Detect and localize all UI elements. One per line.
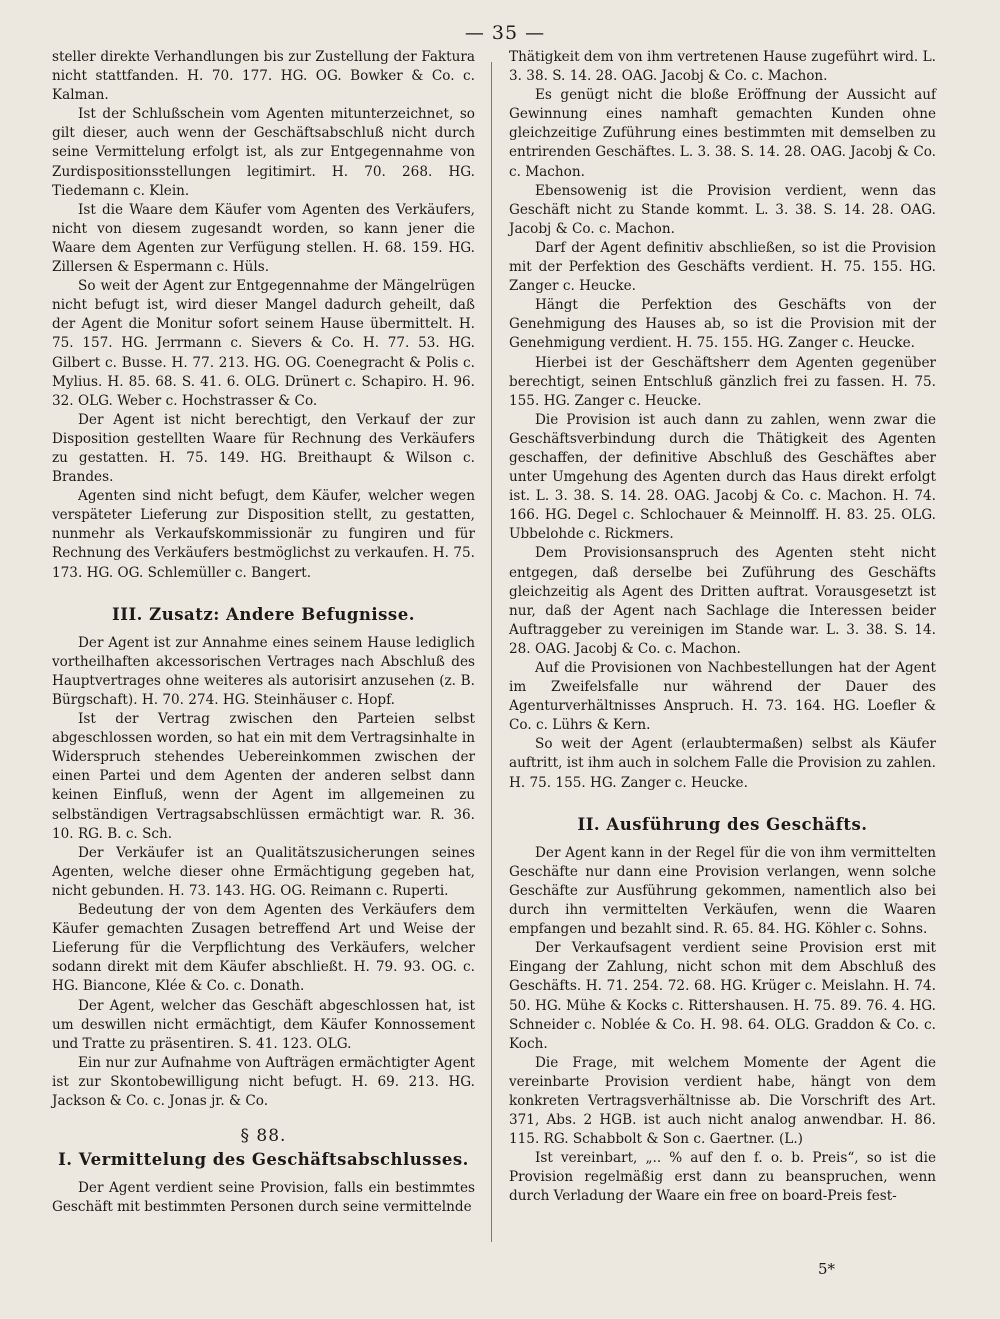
signature-mark: 5* xyxy=(818,1260,836,1278)
heading-iii: III. Zusatz: Andere Befugnisse. xyxy=(112,604,415,624)
paragraph: Der Verkäufer ist an Qualitätszusicherungen seines Agenten, welche dieser ohne Ermächtigung gegeben hat, nicht gebunden. H. 73. 143. HG. OG. Reimann c. Ruperti. xyxy=(52,844,475,899)
paragraph: Bedeutung der von dem Agenten des Verkäufers dem Käufer gemachten Zusagen betreffend Art und Weise der Lieferung für die Verpflichtung des Verkäufers, welcher sodann direkt mit dem Käufer abschließt. H. 79. 93. OG. c. HG. Biancone, Klée & Co. c. Donath. xyxy=(52,902,475,995)
heading-i: I. Vermittelung des Geschäftsabschlusses. xyxy=(58,1150,469,1170)
paragraph: Ist der Vertrag zwischen den Parteien selbst abgeschlossen worden, so hat ein mit dem Vertragsinhalte in Widerspruch stehendes Uebereinkommen zwischen der einen Partei und dem Agenten der anderen selbst dann keinen Einfluß, wenn der Agent im allgemeinen zu selbständigen Vertragsabschlüssen ermächtigt war. R. 36. 10. RG. B. c. Sch. xyxy=(52,711,475,842)
paragraph: Hierbei ist der Geschäftsherr dem Agenten gegenüber berechtigt, seinen Entschluß gänzlich frei zu fassen. H. 75. 155. HG. Zanger c. Heucke. xyxy=(509,354,936,409)
paragraph: Die Frage, mit welchem Momente der Agent die vereinbarte Provision verdient habe, hängt von dem konkreten Vertragsverhältnisse ab. Die Vorschrift des Art. 371, Abs. 2 HGB. ist auch nicht analog anwendbar. H. 86. 115. RG. Schabbolt & Son c. Gaertner. (L.) xyxy=(509,1054,936,1148)
paragraph: Thätigkeit dem von ihm vertretenen Hause zugeführt wird. L. 3. 38. S. 14. 28. OAG. Jacobj & Co. c. Machon. xyxy=(509,49,936,85)
heading-ii: II. Ausführung des Geschäfts. xyxy=(577,814,868,834)
paragraph: Ist vereinbart, „.. % auf den f. o. b. Preis“, so ist die Provision regelmäßig erst dann zu beanspruchen, wenn durch Verladung der Waare ein free on board-Preis fest- xyxy=(509,1150,936,1205)
paragraph: Der Agent verdient seine Provision, falls ein bestimmtes Geschäft mit bestimmten Personen durch seine vermittelnde xyxy=(52,1180,475,1216)
section-mark: § 88. xyxy=(240,1126,287,1147)
paragraph: Ist die Waare dem Käufer vom Agenten des Verkäufers, nicht von diesem zugesandt worden, so kann jener die Waare dem Agenten zur Verfügung stellen. H. 68. 159. HG. Zillersen & Espermann c. Hüls. xyxy=(52,201,475,276)
left-column xyxy=(52,48,475,1217)
paragraph: Darf der Agent definitiv abschließen, so ist die Provision mit der Perfektion des Geschäfts verdient. H. 75. 155. HG. Zanger c. Heucke. xyxy=(509,239,936,295)
right-column xyxy=(509,48,936,1207)
paragraph: steller direkte Verhandlungen bis zur Zustellung der Faktura nicht stattfanden. H. 70. 177. HG. OG. Bowker & Co. c. Kalman. xyxy=(52,49,475,104)
paragraph: Die Provision ist auch dann zu zahlen, wenn zwar die Geschäftsverbindung durch die Thätigkeit des Agenten geschaffen, der definitive Abschluß des Geschäftes aber unter Umgehung des Agenten durch das Haus direkt erfolgt ist. L. 3. 38. S. 14. 28. OAG. Jacobj & Co. c. Machon. H. 74. 166. HG. Degel c. Schlochauer & Meinnolff. H. 83. 25. OLG. Ubbelohde c. Rickmers. xyxy=(509,411,936,543)
paragraph: Ebensowenig ist die Provision verdient, wenn das Geschäft nicht zu Stande kommt. L. 3. 38. S. 14. 28. OAG. Jacobj & Co. c. Machon. xyxy=(509,182,936,237)
paragraph: Hängt die Perfektion des Geschäfts von der Genehmigung des Hauses ab, so ist die Provision mit der Genehmigung verdient. H. 75. 155. HG. Zanger c. Heucke. xyxy=(509,297,936,352)
paragraph: Ist der Schlußschein vom Agenten mitunterzeichnet, so gilt dieser, auch wenn der Geschäftsabschluß nicht durch seine Vermittelung erfolgt ist, als zur Entgegennahme von Zurdispositionsstellungen legitimirt. H. 70. 268. HG. Tiedemann c. Klein. xyxy=(52,106,475,199)
paragraph: Der Agent, welcher das Geschäft abgeschlossen hat, ist um deswillen nicht ermächtigt, dem Käufer Konnossement und Tratte zu präsentiren. S. 41. 123. OLG. xyxy=(52,997,475,1052)
paragraph: Agenten sind nicht befugt, dem Käufer, welcher wegen verspäteter Lieferung zur Disposition stellt, zu gestatten, nunmehr als Verkaufskommissionär zu fungiren und für Rechnung des Verkäufers bestmöglichst zu verkaufen. H. 75. 173. HG. OG. Schlemüller c. Bangert. xyxy=(52,488,475,581)
paragraph: Dem Provisionsanspruch des Agenten steht nicht entgegen, daß derselbe bei Zuführung des Geschäfts gleichzeitig als Agent des Dritten auftrat. Vorausgesetzt ist nur, daß der Agent nach Sachlage die Interessen beider Auftraggeber zu vereinigen im Stande war. L. 3. 38. S. 14. 28. OAG. Jacobj & Co. c. Machon. xyxy=(509,545,936,657)
paragraph: Auf die Provisionen von Nachbestellungen hat der Agent im Zweifelsfalle nur während der Dauer des Agenturverhältnisses Anspruch. H. 73. 164. HG. Loefler & Co. c. Lührs & Kern. xyxy=(509,660,936,734)
paragraph: Der Agent ist zur Annahme eines seinem Hause lediglich vortheilhaften akcessorischen Vertrages nach Abschluß des Hauptvertrages ohne weiteres als autorisirt anzusehen (z. B. Bürgschaft). H. 70. 274. HG. Steinhäuser c. Hopf. xyxy=(52,634,475,708)
paragraph: Der Agent ist nicht berechtigt, den Verkauf der zur Disposition gestellten Waare für Rechnung des Verkäufers zu gestatten. H. 75. 149. HG. Breithaupt & Wilson c. Brandes. xyxy=(52,411,475,486)
column-divider xyxy=(491,62,492,1242)
paragraph: Ein nur zur Aufnahme von Aufträgen ermächtigter Agent ist zur Skontobewilligung nicht befugt. H. 69. 213. HG. Jackson & Co. c. Jonas jr. & Co. xyxy=(52,1054,475,1109)
paragraph: So weit der Agent (erlaubtermaßen) selbst als Käufer auftritt, ist ihm auch in solchem Falle die Provision zu zahlen. H. 75. 155. HG. Zanger c. Heucke. xyxy=(509,736,936,791)
paragraph: Es genügt nicht die bloße Eröffnung der Aussicht auf Gewinnung eines namhaft gemachten Kunden ohne gleichzeitige Zuführung eines bestimmten mit demselben zu entrirenden Geschäftes. L. 3. 38. S. 14. 28. OAG. Jacobj & Co. c. Machon. xyxy=(509,87,936,180)
page-number: — 35 — xyxy=(464,22,546,44)
paragraph: Der Verkaufsagent verdient seine Provision erst mit Eingang der Zahlung, nicht schon mit dem Abschluß des Geschäfts. H. 71. 254. 72. 68. HG. Krüger c. Meislahn. H. 74. 50. HG. Mühe & Kocks c. Rittershausen. H. 75. 89. 76. 4. HG. Schneider c. Noblée & Co. H. 98. 64. OLG. Graddon & Co. c. Koch. xyxy=(509,940,936,1052)
paragraph: So weit der Agent zur Entgegennahme der Mängelrügen nicht befugt ist, wird dieser Mangel dadurch geheilt, daß der Agent die Monitur sofort seinem Hause übermittelt. H. 75. 157. HG. Jerrmann c. Sievers & Co. H. 77. 53. HG. Gilbert c. Busse. H. 77. 213. HG. OG. Coenegracht & Polis c. Mylius. H. 85. 68. S. 41. 6. OLG. Drünert c. Schapiro. H. 96. 32. OLG. Weber c. Hochstrasser & Co. xyxy=(52,278,475,409)
paragraph: Der Agent kann in der Regel für die von ihm vermittelten Geschäfte nur dann eine Provision verlangen, wenn solche Geschäfte zur Ausführung gekommen, namentlich also bei durch ihn vermittelten Verkäufen, wenn die Waaren empfangen und bezahlt sind. R. 65. 84. HG. Köhler c. Sohns. xyxy=(509,844,936,938)
